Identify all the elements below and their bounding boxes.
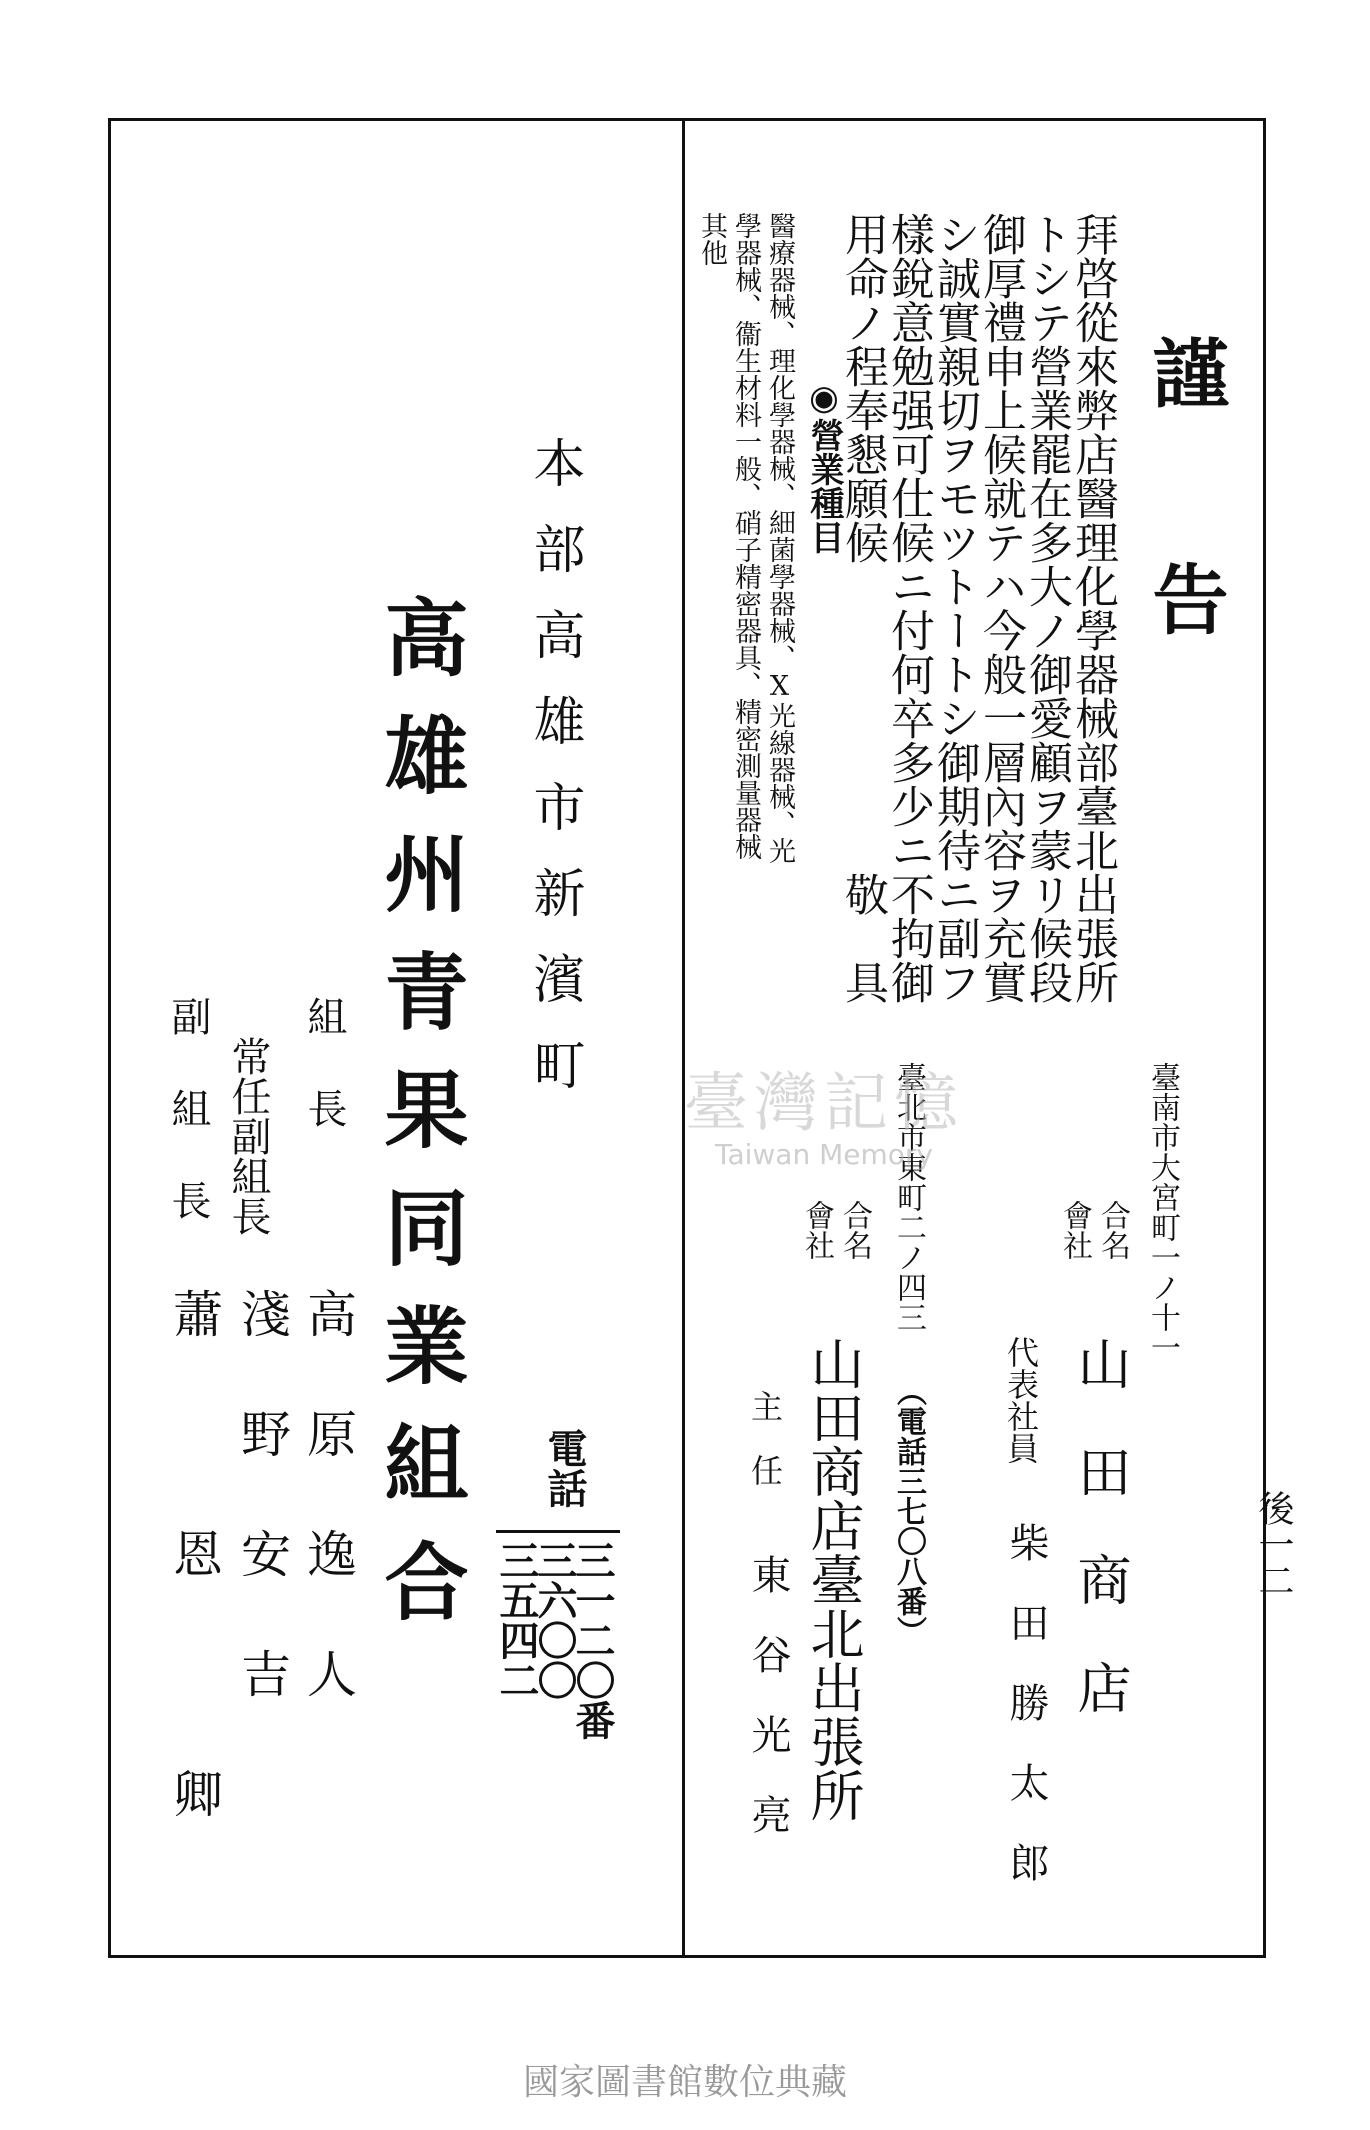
- notice-body-col-1: 拜啓從來弊店醫理化學器械部臺北出張所: [1067, 212, 1118, 1004]
- org-name: 高雄州青果同業組合: [371, 594, 470, 1656]
- notice-body-col-3: 御厚禮申上候就テハ今般一層內容ヲ充實: [975, 212, 1026, 1004]
- company1-address: 臺南市大宮町一ノ十一: [1145, 1062, 1180, 1362]
- notice-body-col-2: トシテ營業罷在多大ノ御愛顧ヲ蒙リ候段: [1021, 212, 1072, 1004]
- business-items-col-2: 學器械、衞生材料一般、硝子精密器具、精密測量器械: [730, 212, 761, 860]
- company2-address: 臺北市東町二ノ四三: [891, 1062, 926, 1332]
- column-divider: [682, 118, 685, 1958]
- company2-type-top: 合名: [837, 1200, 872, 1260]
- company2-type-bottom: 會社: [799, 1200, 834, 1260]
- officer-1-name: 高 原 逸 人: [299, 1288, 357, 1708]
- phone-number-1: 三一二〇番: [569, 1540, 616, 1740]
- company1-rep-title: 代表社員: [1002, 1336, 1040, 1464]
- business-heading: ◉營業種目: [804, 378, 844, 554]
- notice-body-col-4: シ誠實親切ヲモツトートシ御期待ニ副フ: [929, 212, 980, 1004]
- phone-number-3: 三五四二: [493, 1540, 540, 1700]
- officer-3-title: 副 組 長: [165, 996, 211, 1226]
- company2-name: 山田商店臺北出張所: [802, 1336, 865, 1822]
- officer-2-title: 常任副組長: [225, 1036, 271, 1236]
- company2-manager-title: 主 任: [746, 1390, 784, 1486]
- company2-manager-name: 東 谷 光 亮: [745, 1554, 791, 1834]
- business-items-col-3: 其他: [696, 212, 727, 266]
- officer-1-title: 組 長: [301, 996, 347, 1134]
- company1-rep-name: 柴 田 勝 太 郎: [1003, 1522, 1049, 1882]
- company2-phone: （電話三七〇八番）: [891, 1376, 926, 1646]
- watermark-english: Taiwan Memory: [715, 1138, 933, 1171]
- notice-body-col-5: 樣銳意勉强可仕候ニ付何卒多少ニ不拘御: [883, 212, 934, 1004]
- business-items-col-1: 醫療器械、理化學器械、細菌學器械、X光線器械、光: [764, 212, 795, 864]
- phone-label: 電話: [541, 1428, 588, 1508]
- page-number: 後一二: [1253, 1490, 1294, 1598]
- footer-credit: 國家圖書館數位典藏: [522, 2062, 847, 2103]
- watermark-chinese: 臺灣記憶: [684, 1067, 964, 1141]
- company1-type-bottom: 會社: [1057, 1200, 1092, 1260]
- phone-number-2: 三六〇〇: [531, 1540, 578, 1700]
- company1-type-top: 合名: [1095, 1200, 1130, 1260]
- officer-3-name: 蕭 恩 卿: [165, 1288, 223, 1828]
- company1-name: 山 田 商 店: [1069, 1336, 1132, 1714]
- officer-2-name: 淺 野 安 吉: [233, 1288, 291, 1708]
- notice-title-char-2: 告: [1140, 560, 1229, 636]
- notice-body-col-6: 用命ノ程奉懇願候 敬 具: [837, 212, 888, 1004]
- notice-title-char-1: 謹: [1140, 334, 1229, 410]
- org-address: 本部高雄市新濱町: [524, 436, 584, 1124]
